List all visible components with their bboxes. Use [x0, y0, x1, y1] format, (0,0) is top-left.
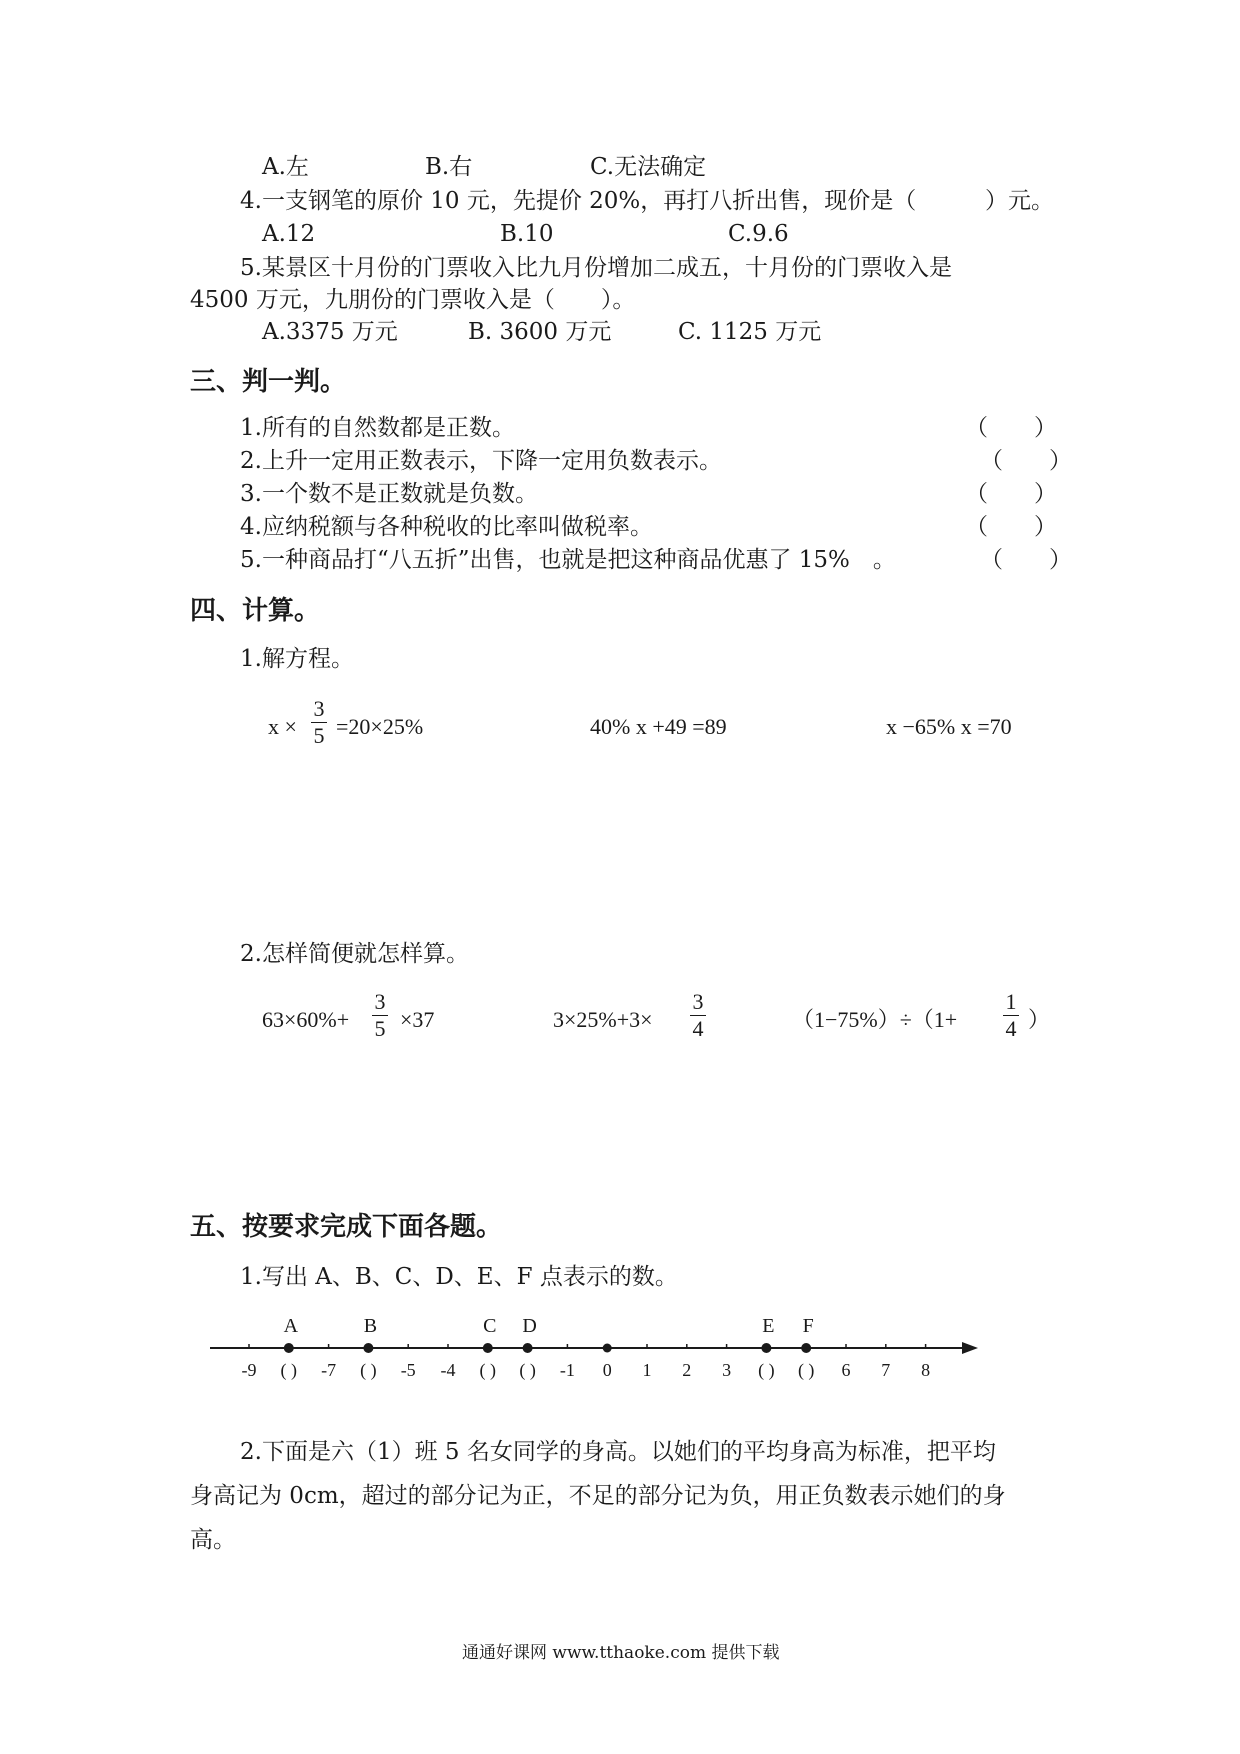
number-line-arrow-icon	[962, 1342, 978, 1354]
section-5-heading: 五、按要求完成下面各题。	[190, 1212, 503, 1242]
expression-3-right: ）	[1028, 1007, 1051, 1032]
height-question-line3: 高。	[190, 1527, 236, 1553]
expression-1-left: 63×60%+	[262, 1007, 350, 1032]
equation-1-left: x ×	[268, 714, 297, 739]
number-line-tick-label: -1	[559, 1360, 575, 1380]
number-line-point-label-a: A	[283, 1315, 299, 1337]
number-line-tick-label: ( )	[758, 1360, 775, 1380]
q5-line2: 4500 万元，九朋份的门票收入是（ ）。	[190, 287, 636, 313]
equation-1-fraction	[311, 697, 327, 748]
equation-1-right: =20×25%	[336, 714, 424, 739]
q5-option-a: A.3375 万元	[262, 319, 398, 345]
number-line-point-label-e: E	[762, 1315, 775, 1337]
number-line-tick-label: 7	[881, 1360, 891, 1380]
judge-item-1: 1.所有的自然数都是正数。	[240, 415, 515, 441]
number-line-tick-label: 1	[642, 1360, 652, 1380]
number-line-point-label-d: D	[522, 1315, 537, 1337]
judge-blank-3[interactable]: （ ）	[965, 481, 1057, 507]
number-line-point-label-b: B	[363, 1315, 378, 1337]
q4-option-b: B.10	[500, 221, 554, 247]
judge-blank-1[interactable]: （ ）	[965, 415, 1057, 441]
q5-line1: 5.某景区十月份的门票收入比九月份增加二成五，十月份的门票收入是	[240, 255, 952, 281]
number-line-tick-label: ( )	[280, 1360, 298, 1380]
fraction-numerator: 3	[374, 989, 386, 1014]
section-4-heading: 四、计算。	[190, 596, 321, 626]
q4-stem-end: ）元。	[985, 188, 1054, 214]
number-line-origin-point	[603, 1344, 612, 1353]
number-line-tick-label: ( )	[519, 1360, 536, 1380]
expression-3-fraction	[1003, 990, 1019, 1041]
number-line-tick-label: ( )	[479, 1360, 497, 1380]
simplify-label: 2.怎样简便就怎样算。	[240, 941, 469, 967]
expression-3-left: （1−75%）÷（1+	[792, 1007, 958, 1032]
q3-option-c: C.无法确定	[590, 154, 707, 180]
expression-1-right: ×37	[400, 1007, 435, 1032]
judge-item-4: 4.应纳税额与各种税收的比率叫做税率。	[240, 514, 653, 540]
q4-stem: 4.一支钢笔的原价 10 元，先提价 20%，再打八折出售，现价是（	[240, 188, 917, 214]
fraction-denominator: 5	[374, 1016, 386, 1041]
number-line-question: 1.写出 A、B、C、D、E、F 点表示的数。	[240, 1264, 678, 1290]
equation-2: 40% x +49 =89	[590, 714, 727, 739]
q4-option-c: C.9.6	[728, 221, 789, 247]
fraction-denominator: 4	[692, 1016, 704, 1041]
height-question-line2: 身高记为 0cm，超过的部分记为正，不足的部分记为负，用正负数表示她们的身	[190, 1483, 1006, 1509]
expression-1-fraction	[372, 990, 388, 1041]
judge-blank-2[interactable]: （ ）	[980, 448, 1072, 474]
fraction-numerator: 3	[692, 989, 704, 1014]
number-line-tick-label: 6	[841, 1360, 851, 1380]
q5-option-c: C. 1125 万元	[678, 319, 822, 345]
number-line-tick-label: 0	[602, 1360, 612, 1380]
judge-item-5: 5.一种商品打“八五折”出售，也就是把这种商品优惠了 15% 。	[240, 547, 896, 573]
expression-2-left: 3×25%+3×	[553, 1007, 653, 1032]
number-line-tick-label: 8	[921, 1360, 931, 1380]
number-line-tick-label: -9	[241, 1360, 257, 1380]
number-line-tick-label: 3	[722, 1360, 732, 1380]
number-line-point-c	[483, 1343, 493, 1353]
number-line-point-f	[801, 1343, 811, 1353]
q5-option-b: B. 3600 万元	[468, 319, 612, 345]
judge-blank-4[interactable]: （ ）	[965, 514, 1057, 540]
number-line-tick-label: 2	[682, 1360, 692, 1380]
fraction-denominator: 5	[313, 723, 325, 748]
judge-blank-5[interactable]: （ ）	[980, 547, 1072, 573]
number-line-tick-label: -7	[321, 1360, 337, 1380]
number-line-point-b	[363, 1343, 373, 1353]
section-3-heading: 三、判一判。	[190, 367, 347, 397]
q3-option-b: B.右	[425, 154, 473, 180]
judge-item-2: 2.上升一定用正数表示，下降一定用负数表示。	[240, 448, 722, 474]
equation-3: x −65% x =70	[886, 714, 1012, 739]
number-line-tick-label: -4	[440, 1360, 456, 1380]
judge-item-3: 3.一个数不是正数就是负数。	[240, 481, 538, 507]
number-line-point-label-c: C	[483, 1315, 497, 1337]
number-line-point-e	[761, 1343, 771, 1353]
number-line-point-a	[284, 1343, 294, 1353]
q4-option-a: A.12	[262, 221, 316, 247]
number-line-tick-label: -5	[400, 1360, 416, 1380]
number-line	[0, 1290, 1240, 1390]
q3-option-a: A.左	[262, 154, 309, 180]
number-line-tick-label: ( )	[360, 1360, 377, 1380]
number-line-point-label-f: F	[802, 1315, 814, 1337]
expression-2-fraction	[690, 990, 706, 1041]
height-question-line1: 2.下面是六（1）班 5 名女同学的身高。以她们的平均身高为标准，把平均	[240, 1439, 996, 1465]
fraction-denominator: 4	[1005, 1016, 1017, 1041]
fraction-numerator: 1	[1005, 989, 1017, 1014]
fraction-numerator: 3	[313, 696, 325, 721]
footer-text: 通通好课网 www.tthaoke.com 提供下载	[462, 1643, 780, 1663]
solve-equation-label: 1.解方程。	[240, 646, 354, 672]
number-line-point-d	[523, 1343, 533, 1353]
number-line-tick-label: ( )	[797, 1360, 815, 1380]
